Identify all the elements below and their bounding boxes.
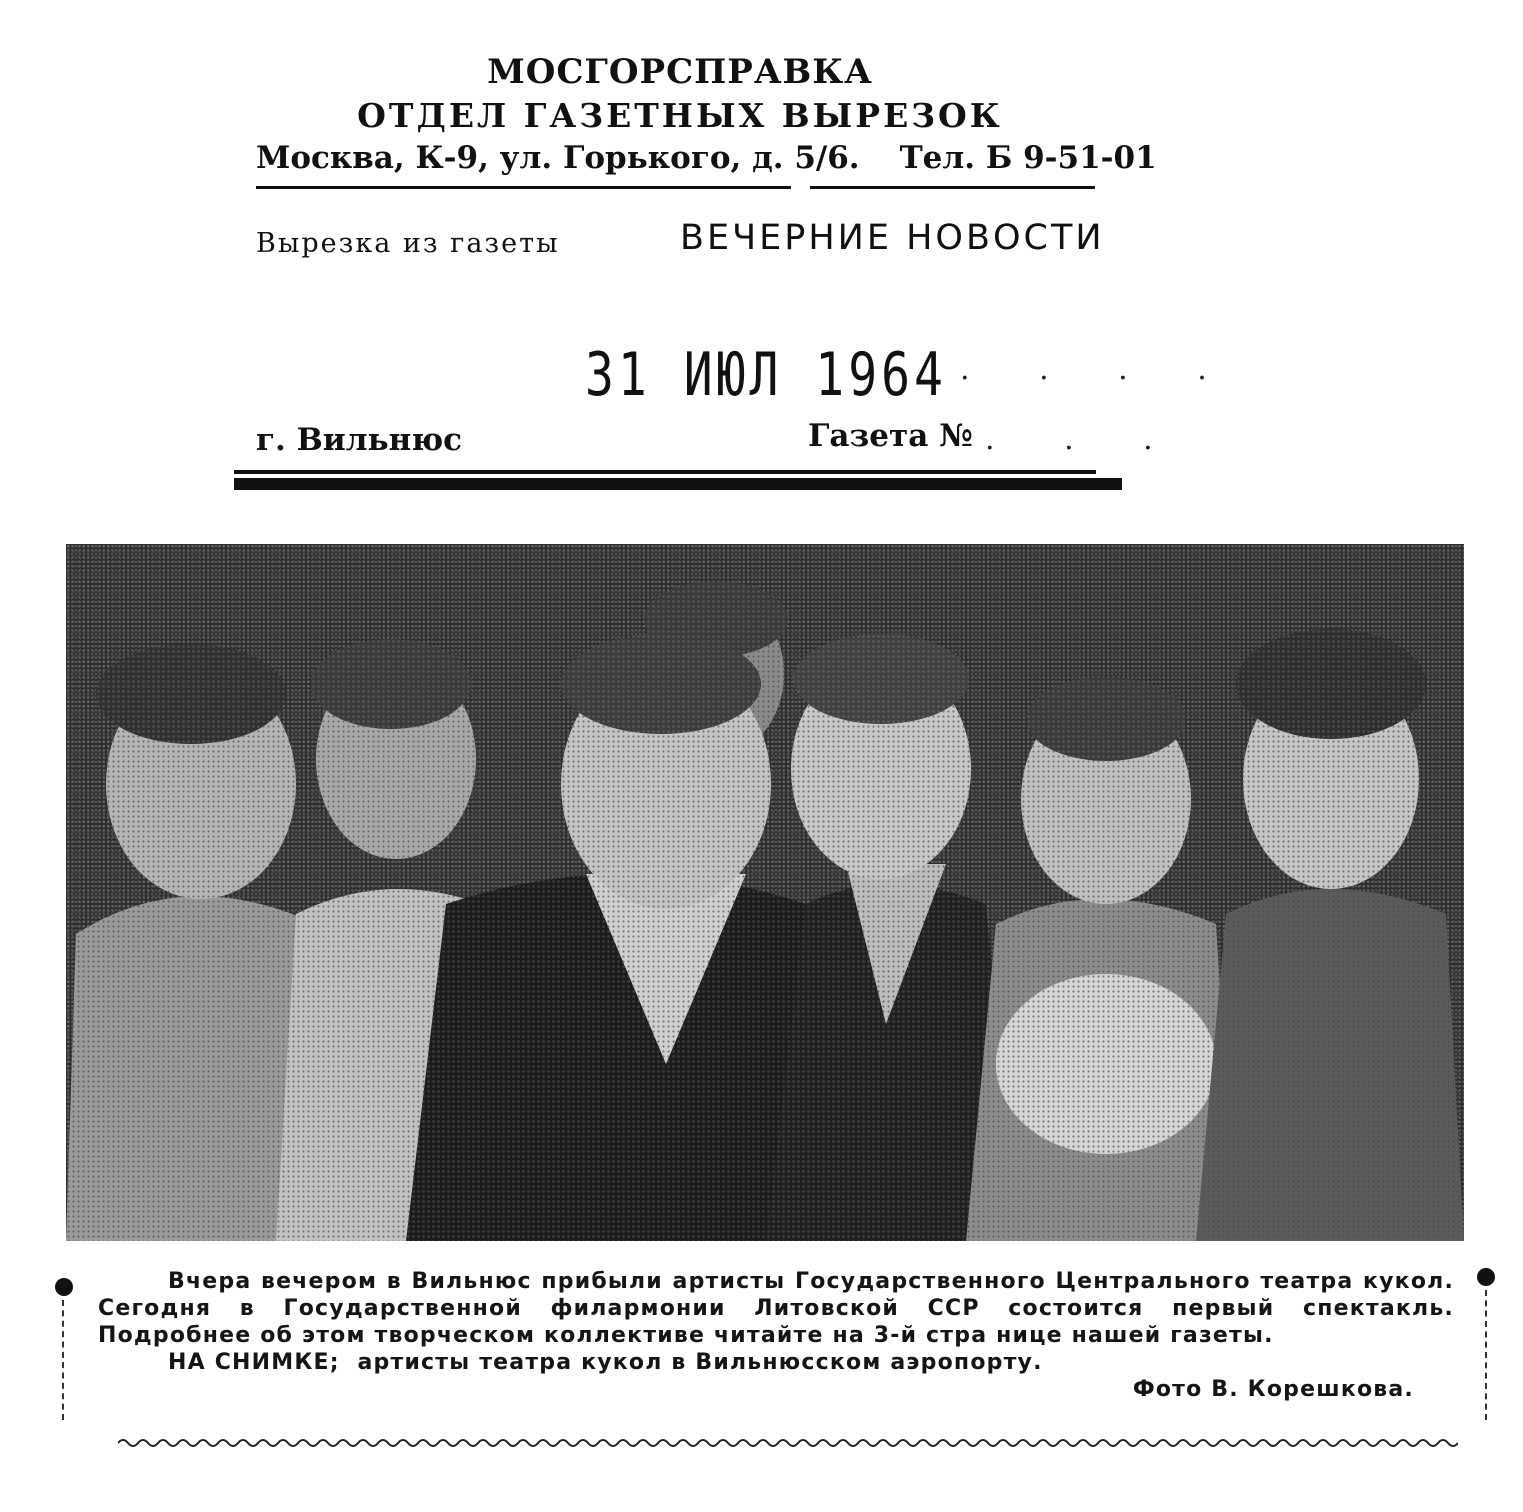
photo-description: артисты театра кукол в Вильнюсском аэропорту. (357, 1350, 1043, 1375)
divider-rule (256, 186, 791, 189)
halftone-photograph (66, 544, 1464, 1241)
heavy-divider-rule (234, 478, 1122, 490)
city-label: г. Вильнюс (256, 422, 463, 458)
photo-caption (98, 1268, 1454, 1403)
wavy-bottom-rule (118, 1436, 1458, 1450)
newspaper-name: ВЕЧЕРНИЕ НОВОСТИ (680, 218, 1105, 258)
agency-name: МОСГОРСПРАВКА (487, 52, 873, 92)
agency-address (256, 140, 1157, 176)
wavy-border (1485, 1290, 1491, 1420)
address-text: Москва, К-9, ул. Горького, д. 5/6. (256, 140, 860, 176)
bullet-mark (55, 1278, 73, 1296)
wavy-border (62, 1300, 68, 1420)
photo-label-line (98, 1349, 1454, 1376)
newspaper-number-label: Газета № (808, 418, 973, 454)
phone-number: Тел. Б 9-51-01 (899, 140, 1157, 176)
divider-rule (234, 470, 1096, 474)
stamp-dots: . . . (985, 422, 1183, 457)
divider-rule (810, 186, 1095, 189)
photo-credit: Фото В. Корешкова. (1132, 1377, 1414, 1402)
caption-body: Вчера вечером в Вильнюс прибыли артисты Государственного Центрального театра кукол. Сегодня в Государственной филармонии Литовской ССР состоится первый спектакль. Подробнее об этом творческом коллективе читайте на 3-й стра нице нашей газеты. (98, 1269, 1454, 1348)
clipping-label: Вырезка из газеты (256, 228, 560, 259)
bullet-mark (1477, 1268, 1495, 1286)
photo-illustration (66, 544, 1464, 1241)
photo-label: НА СНИМКЕ; (168, 1350, 340, 1375)
stamp-dots: . . . . (960, 352, 1237, 387)
department-name: ОТДЕЛ ГАЗЕТНЫХ ВЫРЕЗОК (357, 96, 1003, 135)
date-stamp: 31 ИЮЛ 1964 (585, 340, 947, 410)
